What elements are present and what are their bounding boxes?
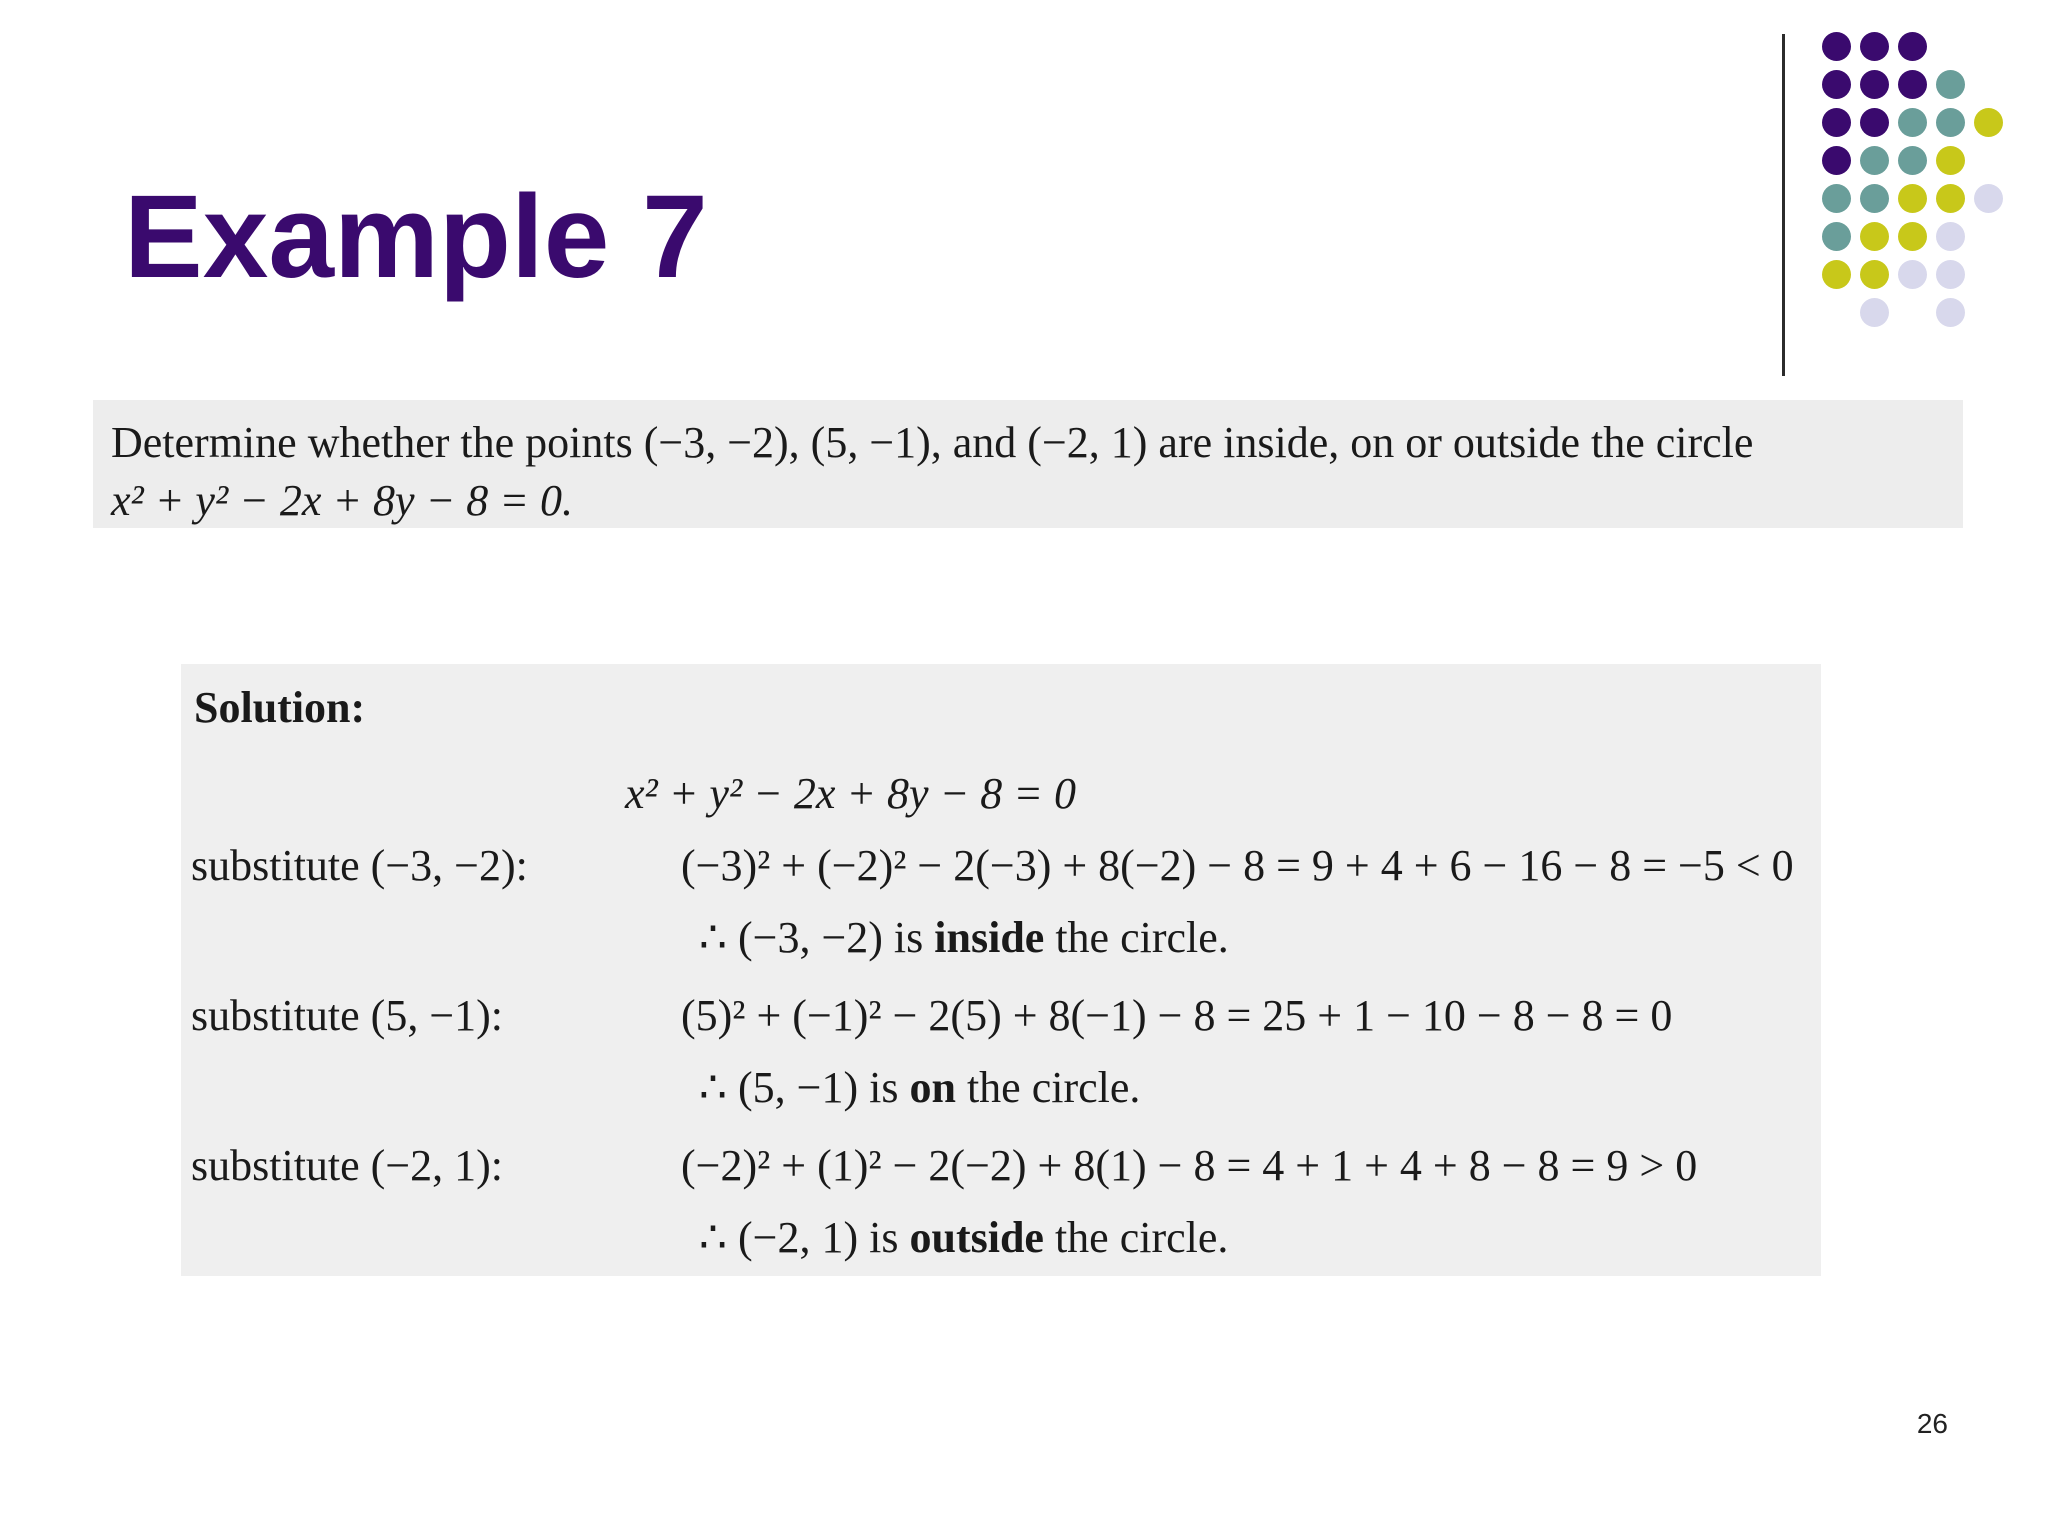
conclusion-text: ∴ (5, −1) is bbox=[699, 1063, 910, 1112]
circle-equation: x² + y² − 2x + 8y − 8 = 0 bbox=[625, 769, 1076, 818]
decorative-dot bbox=[1822, 108, 1851, 137]
case-calculation: (−3)² + (−2)² − 2(−3) + 8(−2) − 8 = 9 + 4 + 6 − 16 − 8 = −5 < 0 bbox=[681, 841, 1794, 890]
slide-title: Example 7 bbox=[124, 171, 708, 303]
decorative-dot bbox=[1898, 184, 1927, 213]
dot-grid-decoration bbox=[1822, 32, 2022, 332]
question-line-1: Determine whether the points (−3, −2), (5, −1), and (−2, 1) are inside, on or outside the circle bbox=[111, 418, 1754, 467]
decorative-dot bbox=[1860, 184, 1889, 213]
decorative-dot bbox=[1860, 108, 1889, 137]
conclusion-text: the circle. bbox=[955, 1063, 1141, 1112]
divider-line bbox=[1782, 34, 1785, 376]
decorative-dot bbox=[1898, 146, 1927, 175]
decorative-dot bbox=[1898, 108, 1927, 137]
decorative-dot bbox=[1822, 260, 1851, 289]
decorative-dot bbox=[1860, 32, 1889, 61]
case-conclusion bbox=[699, 912, 1229, 963]
solution-box bbox=[181, 664, 1821, 1276]
decorative-dot bbox=[1860, 298, 1889, 327]
decorative-dot bbox=[1974, 184, 2003, 213]
decorative-dot bbox=[1860, 222, 1889, 251]
decorative-dot bbox=[1936, 184, 1965, 213]
decorative-dot bbox=[1822, 222, 1851, 251]
question-equation: x² + y² − 2x + 8y − 8 = 0. bbox=[111, 476, 573, 525]
decorative-dot bbox=[1936, 146, 1965, 175]
solution-heading: Solution: bbox=[194, 683, 366, 732]
case-label: substitute (−3, −2): bbox=[191, 841, 528, 890]
decorative-dot bbox=[1936, 260, 1965, 289]
case-conclusion bbox=[699, 1212, 1228, 1263]
case-calculation: (−2)² + (1)² − 2(−2) + 8(1) − 8 = 4 + 1 + 4 + 8 − 8 = 9 > 0 bbox=[681, 1141, 1698, 1190]
decorative-dot bbox=[1898, 222, 1927, 251]
case-conclusion bbox=[699, 1062, 1140, 1113]
decorative-dot bbox=[1822, 146, 1851, 175]
decorative-dot bbox=[1936, 70, 1965, 99]
question-line-2 bbox=[111, 472, 1945, 530]
page-number: 26 bbox=[1916, 1408, 1948, 1439]
decorative-dot bbox=[1822, 184, 1851, 213]
question-box bbox=[93, 400, 1963, 528]
decorative-dot bbox=[1822, 70, 1851, 99]
conclusion-keyword: inside bbox=[934, 913, 1045, 962]
conclusion-text: the circle. bbox=[1043, 1213, 1229, 1262]
decorative-dot bbox=[1898, 70, 1927, 99]
conclusion-text: the circle. bbox=[1044, 913, 1229, 962]
conclusion-text: ∴ (−3, −2) is bbox=[699, 913, 935, 962]
decorative-dot bbox=[1974, 108, 2003, 137]
case-label: substitute (−2, 1): bbox=[191, 1141, 504, 1190]
decorative-dot bbox=[1860, 70, 1889, 99]
conclusion-text: ∴ (−2, 1) is bbox=[699, 1213, 910, 1262]
decorative-dot bbox=[1860, 146, 1889, 175]
decorative-dot bbox=[1898, 260, 1927, 289]
conclusion-keyword: on bbox=[909, 1063, 956, 1112]
conclusion-keyword: outside bbox=[909, 1213, 1044, 1262]
case-calculation: (5)² + (−1)² − 2(5) + 8(−1) − 8 = 25 + 1 − 10 − 8 − 8 = 0 bbox=[681, 991, 1673, 1040]
case-label: substitute (5, −1): bbox=[191, 991, 504, 1040]
decorative-dot bbox=[1860, 260, 1889, 289]
decorative-dot bbox=[1936, 108, 1965, 137]
decorative-dot bbox=[1822, 32, 1851, 61]
decorative-dot bbox=[1936, 222, 1965, 251]
decorative-dot bbox=[1936, 298, 1965, 327]
decorative-dot bbox=[1898, 32, 1927, 61]
